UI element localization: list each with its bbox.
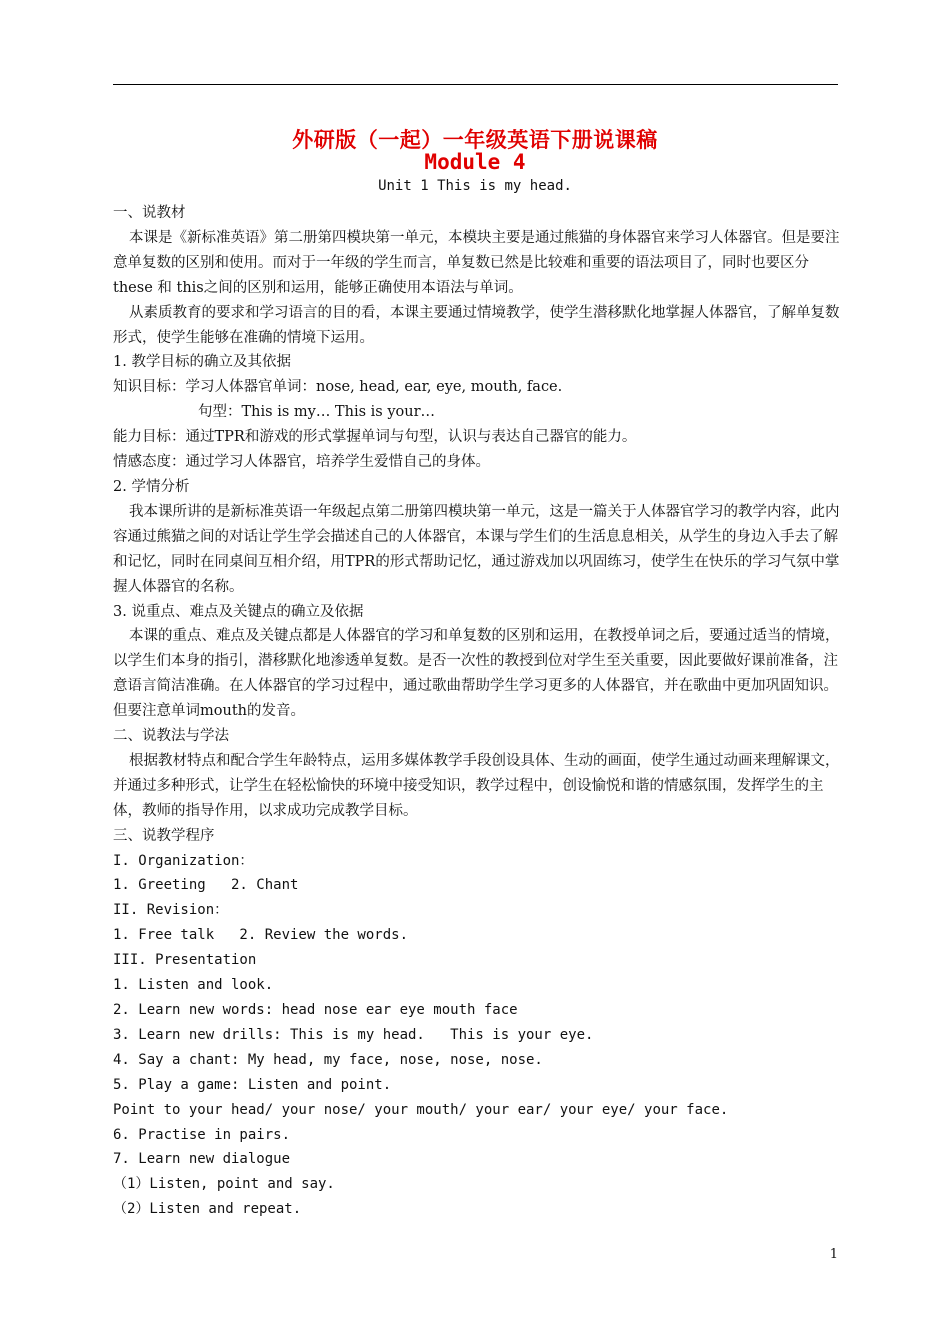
section-2-paragraph: 根据教材特点和配合学生年龄特点，运用多媒体教学手段创设具体、生动的画面，使学生通过动画来理解课文，并通过多种形式，让学生在轻松愉快的环境中接受知识，教学过程中，创设愉悦和谐的情感氛围，发挥学生的主体，教师的指导作用，以求成功完成教学目标。: [113, 752, 840, 819]
page-number: 1: [829, 1247, 838, 1262]
procedure-line: II. Revision：: [113, 902, 229, 919]
section-heading-3: 三、说教学程序: [113, 827, 215, 844]
section-1-paragraph-1: 本课是《新标准英语》第二册第四模块第一单元，本模块主要是通过熊猫的身体器官来学习人体器官。但是要注意单复数的区别和使用。而对于一年级的学生而言，单复数已然是比较难和重要的语法项目了，同时也要区分these 和 this之间的区别和运用，能够正确使用本语法与单词。: [113, 229, 840, 296]
procedure-line: 7. Learn new dialogue: [113, 1151, 291, 1168]
header-rule: [113, 84, 838, 85]
procedure-line: 1. Greeting 2. Chant: [113, 877, 299, 894]
procedure-line: Point to your head/ your nose/ your mouth/ your ear/ your eye/ your face.: [113, 1101, 729, 1118]
procedure-line: （1）Listen, point and say.: [113, 1176, 335, 1193]
procedure-line: 5. Play a game: Listen and point.: [113, 1076, 392, 1093]
section-1-paragraph-2: 从素质教育的要求和学习语言的目的看，本课主要通过情境教学，使学生潜移默化地掌握人体器官，了解单复数形式，使学生能够在准确的情境下运用。: [113, 304, 840, 346]
subsection-heading-2: 2. 学情分析: [113, 478, 190, 495]
procedure-line: 4. Say a chant: My head, my face, nose, nose, nose.: [113, 1051, 543, 1068]
goal-ability: 能力目标：通过TPR和游戏的形式掌握单词与句型，认识与表达自己器官的能力。: [113, 429, 637, 446]
subsection-heading-3: 3. 说重点、难点及关键点的确立及依据: [113, 603, 364, 620]
document-title: 外研版（一起）一年级英语下册说课稿: [292, 127, 658, 152]
procedure-line: （2）Listen and repeat.: [113, 1201, 302, 1218]
goal-attitude: 情感态度：通过学习人体器官，培养学生爱惜自己的身体。: [113, 454, 490, 471]
section-heading-2: 二、说教法与学法: [113, 728, 229, 745]
subsection-2-paragraph: 我本课所讲的是新标准英语一年级起点第二册第四模块第一单元，这是一篇关于人体器官学习的教学内容，此内容通过熊猫之间的对话让学生学会描述自己的人体器官，本课与学生们的生活息息相关，从学生的身边入手去了解和记忆，同时在同桌间互相介绍，用TPR的形式帮助记忆，通过游戏加以巩固练习，使学生在快乐的学习气氛中掌握人体器官的名称。: [113, 503, 840, 595]
procedure-line: 2. Learn new words: head nose ear eye mouth face: [113, 1002, 518, 1018]
goal-sentence: 句型：This is my… This is your…: [198, 404, 436, 421]
subsection-3-paragraph: 本课的重点、难点及关键点都是人体器官的学习和单复数的区别和运用，在教授单词之后，要通过适当的情境，以学生们本身的指引，潜移默化地渗透单复数。是否一次性的教授到位对学生至关重要，因此要做好课前准备，注意语言简洁准确。在人体器官的学习过程中，通过歌曲帮助学生学习更多的人体器官，并在歌曲中更加巩固知识。但要注意单词mouth的发音。: [113, 628, 840, 720]
section-heading-1: 一、说教材: [113, 205, 186, 221]
subsection-heading-1: 1. 教学目标的确立及其依据: [113, 354, 291, 371]
procedure-line: 1. Listen and look.: [113, 977, 274, 994]
procedure-line: III. Presentation: [113, 952, 257, 969]
document-body: [113, 201, 840, 1222]
goal-knowledge: 知识目标：学习人体器官单词：nose, head, ear, eye, mouth, face.: [113, 379, 563, 396]
procedure-line: 3. Learn new drills: This is my head. This is your eye.: [113, 1026, 594, 1043]
module-title: Module 4: [424, 150, 526, 174]
procedure-line: 6. Practise in pairs.: [113, 1126, 291, 1143]
procedure-line: I. Organization：: [113, 852, 254, 869]
procedure-line: 1. Free talk 2. Review the words.: [113, 927, 409, 944]
unit-title: Unit 1 This is my head.: [378, 178, 572, 194]
